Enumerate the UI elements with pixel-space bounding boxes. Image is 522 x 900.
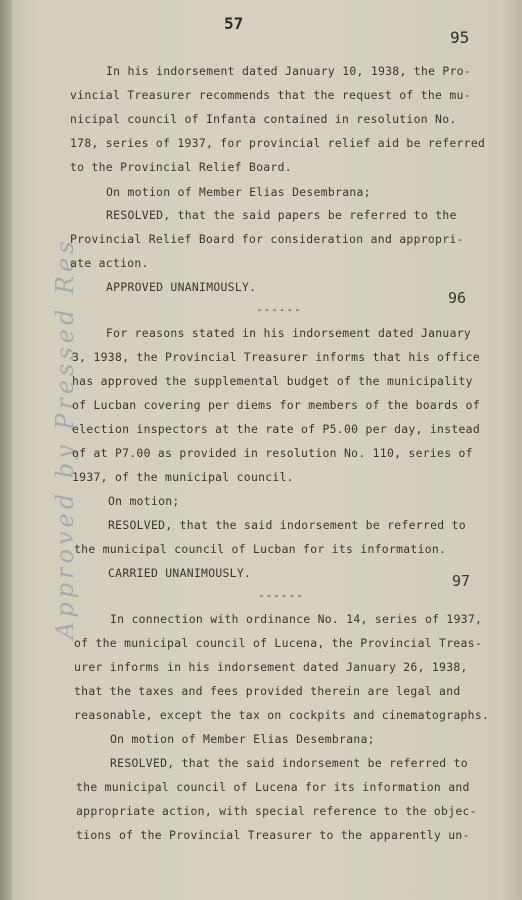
binding-spine <box>0 0 12 900</box>
text-line: CARRIED UNANIMOUSLY. <box>108 566 252 580</box>
text-line: APPROVED UNANIMOUSLY. <box>106 280 257 294</box>
text-line: of Lucban covering per diems for members of the boards of <box>72 398 480 412</box>
text-line: In connection with ordinance No. 14, series of 1937, <box>110 612 483 626</box>
item-number: 96 <box>448 289 467 307</box>
page-number-center: 57 <box>224 14 244 33</box>
text-line: On motion; <box>108 494 180 508</box>
text-line: vincial Treasurer recommends that the request of the mu- <box>70 88 471 102</box>
text-line: of at P7.00 as provided in resolution No. 110, series of <box>72 446 473 460</box>
text-line: appropriate action, with special reference to the objec- <box>76 804 477 818</box>
text-line: has approved the supplemental budget of the municipality <box>72 374 473 388</box>
text-line: For reasons stated in his indorsement dated January <box>106 326 472 340</box>
text-line: 1937, of the municipal council. <box>72 470 294 484</box>
text-line: to the Provincial Relief Board. <box>70 160 292 174</box>
separator: ------ <box>256 303 302 316</box>
text-line: of the municipal council of Lucena, the Provincial Treas- <box>74 636 482 650</box>
separator: ------ <box>258 589 304 602</box>
page-number-right: 95 <box>450 28 470 47</box>
text-line: election inspectors at the rate of P5.00 per day, instead <box>72 422 480 436</box>
text-line: RESOLVED, that the said indorsement be referred to <box>108 518 466 532</box>
text-line: nicipal council of Infanta contained in resolution No. <box>70 112 457 126</box>
text-line: 178, series of 1937, for provincial relief aid be referred <box>70 136 486 150</box>
text-line: Provincial Relief Board for consideration and appropri- <box>70 232 464 246</box>
text-line: RESOLVED, that the said papers be referred to the <box>106 208 457 222</box>
text-line: urer informs in his indorsement dated January 26, 1938, <box>74 660 468 674</box>
text-line: that the taxes and fees provided therein are legal and <box>74 684 461 698</box>
text-line: 3, 1938, the Provincial Treasurer informs that his office <box>72 350 480 364</box>
text-line: the municipal council of Lucban for its information. <box>74 542 447 556</box>
text-line: RESOLVED, that the said indorsement be referred to <box>110 756 468 770</box>
text-line: tions of the Provincial Treasurer to the apparently un- <box>76 828 470 842</box>
text-line: the municipal council of Lucena for its information and <box>76 780 470 794</box>
text-line: In his indorsement dated January 10, 1938, the Pro- <box>106 64 472 78</box>
margin-handwriting: Approved by Pressed Res <box>51 237 79 639</box>
text-line: On motion of Member Elias Desembrana; <box>110 732 375 746</box>
text-line: reasonable, except the tax on cockpits and cinematographs. <box>74 708 490 722</box>
text-line: On motion of Member Elias Desembrana; <box>106 185 371 199</box>
item-number: 97 <box>452 572 471 590</box>
text-line: ate action. <box>70 256 149 270</box>
